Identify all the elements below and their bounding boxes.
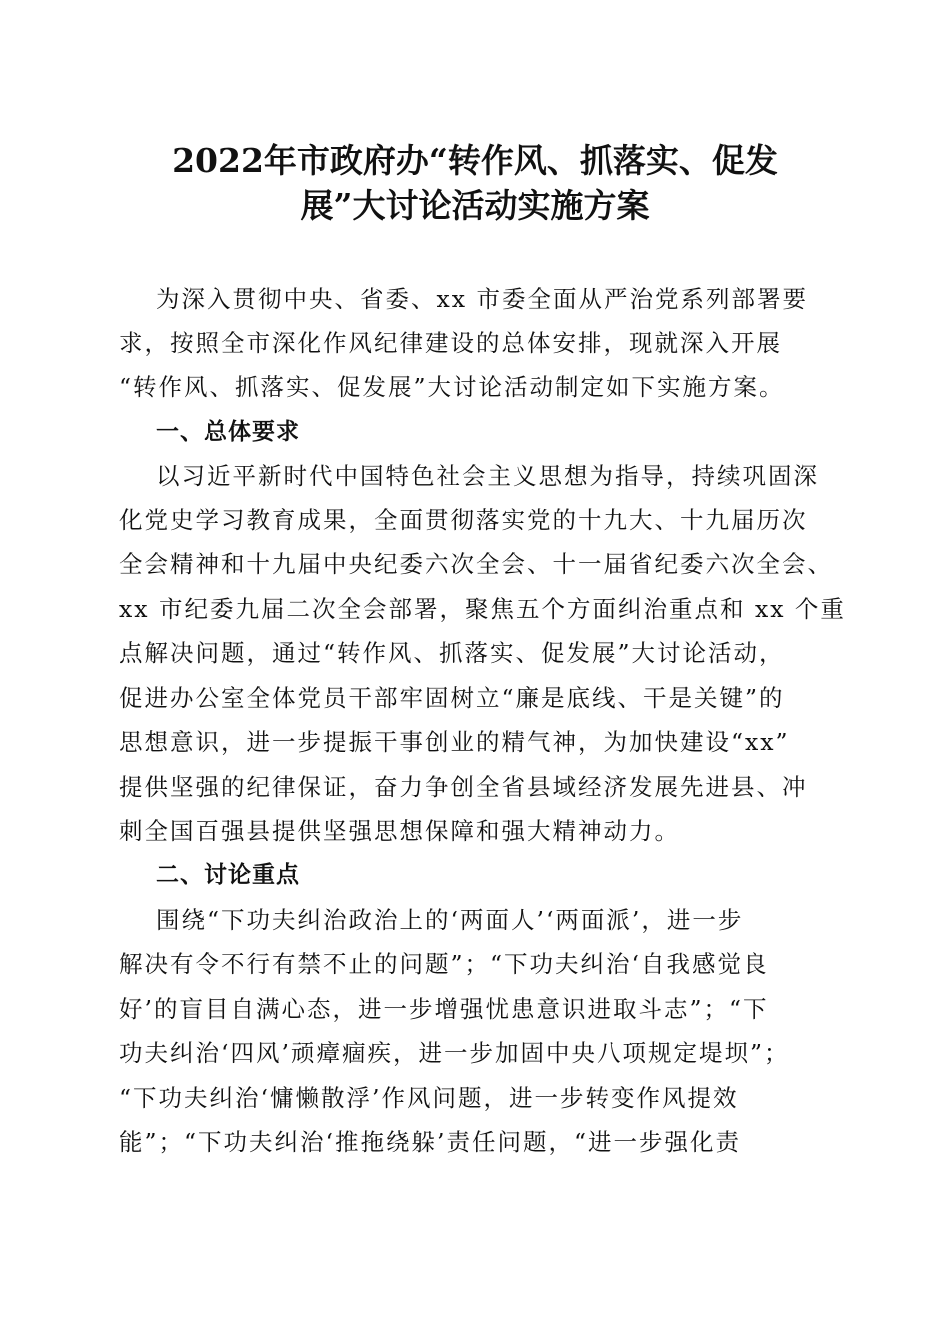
intro-line: 为深入贯彻中央、省委、xx 市委全面从严治党系列部署要 [156, 285, 808, 313]
section1-line: 化党史学习教育成果，全面贯彻落实党的十九大、十九届历次 [119, 506, 808, 534]
section1-line: 思想意识，进一步提振干事创业的精气神，为加快建设“xx” [119, 728, 790, 756]
intro-line: 求，按照全市深化作风纪律建设的总体安排，现就深入开展 [119, 329, 782, 357]
section2-line: 能”；“下功夫纠治‘推拖绕躲’责任问题，“进一步强化责 [119, 1128, 741, 1156]
intro-line: “转作风、抓落实、促发展”大讨论活动制定如下实施方案。 [119, 373, 785, 401]
section2-line: 围绕“下功夫纠治政治上的‘两面人’‘两面派’，进一步 [156, 906, 744, 934]
section1-line: 点解决问题，通过“转作风、抓落实、促发展”大讨论活动， [119, 639, 785, 667]
section1-line: 提供坚强的纪律保证，奋力争创全省县域经济发展先进县、冲 [119, 773, 808, 801]
section-heading-discussion-focus: 二、讨论重点 [156, 862, 300, 888]
document-title-line-2: 展”大讨论活动实施方案 [300, 186, 650, 225]
section1-line: xx 市纪委九届二次全会部署，聚焦五个方面纠治重点和 xx 个重 [119, 595, 846, 623]
section1-line: 刺全国百强县提供坚强思想保障和强大精神动力。 [119, 817, 680, 845]
document-title-line-1: 2022年市政府办“转作风、抓落实、促发 [172, 141, 778, 180]
section2-line: “下功夫纠治‘慵懒散浮’作风问题，进一步转变作风提效 [119, 1084, 739, 1112]
section1-line: 全会精神和十九届中央纪委六次全会、十一届省纪委六次全会、 [119, 550, 833, 578]
section-heading-general-requirements: 一、总体要求 [156, 419, 300, 445]
section1-line: 以习近平新时代中国特色社会主义思想为指导，持续巩固深 [156, 462, 819, 490]
section1-line: 促进办公室全体党员干部牢固树立“廉是底线、干是关键”的 [119, 684, 785, 712]
section2-line: 功夫纠治‘四风’顽瘴痼疾，进一步加固中央八项规定堤坝”； [119, 1039, 790, 1067]
section2-line: 解决有令不行有禁不止的问题”；“下功夫纠治‘自我感觉良 [119, 950, 769, 978]
section2-line: 好’的盲目自满心态，进一步增强忧患意识进取斗志”；“下 [119, 995, 769, 1023]
